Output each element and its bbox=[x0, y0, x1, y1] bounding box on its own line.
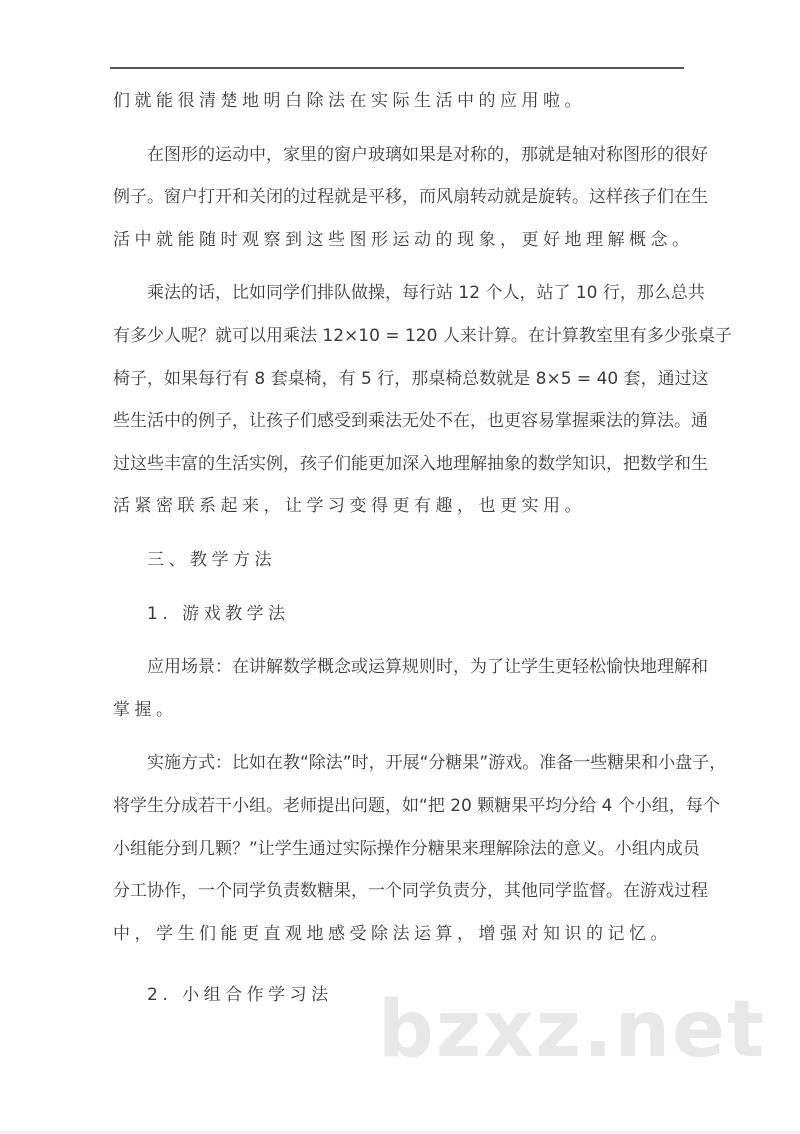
text-line: 将学生分成若干小组。老师提出问题，如“把 20 颗糖果平均分给 4 个小组，每个 bbox=[113, 795, 720, 816]
paragraph bbox=[113, 134, 708, 262]
text-line: 三、教学方法 bbox=[147, 549, 276, 570]
page-edge bbox=[0, 1130, 800, 1134]
text-line: 例子。窗户打开和关闭的过程就是平移，而风扇转动就是旋转。这样孩子们在生 bbox=[113, 187, 708, 208]
text-line: 椅子，如果每行有 8 套桌椅，有 5 行，那桌椅总数就是 8×5 = 40 套，通过这 bbox=[113, 368, 709, 389]
text-line: 些生活中的例子，让孩子们感受到乘法无处不在，也更容易掌握乘法的算法。通 bbox=[113, 411, 708, 432]
paragraph bbox=[113, 80, 685, 123]
paragraph bbox=[113, 742, 727, 955]
text-line: 实施方式：比如在教“除法”时，开展“分糖果”游戏。准备一些糖果和小盘子， bbox=[147, 753, 727, 774]
text-line: 2. 小组合作学习法 bbox=[147, 985, 333, 1006]
text-line: 分工协作，一个同学负责数糖果，一个同学负责分，其他同学监督。在游戏过程 bbox=[113, 881, 708, 902]
text-line: 过这些丰富的生活实例，孩子们能更加深入地理解抽象的数学知识，把数学和生 bbox=[113, 453, 708, 474]
document-body bbox=[113, 80, 732, 1017]
text-line: 乘法的话，比如同学们排队做操，每行站 12 个人，站了 10 行，那么总共 bbox=[147, 283, 705, 304]
paragraph bbox=[113, 539, 685, 582]
text-line: 中，学生们能更直观地感受除法运算，增强对知识的记忆。 bbox=[113, 923, 672, 944]
paragraph bbox=[113, 646, 708, 731]
text-line: 活中就能随时观察到这些图形运动的现象，更好地理解概念。 bbox=[113, 229, 694, 250]
text-line: 应用场景：在讲解数学概念或运算规则时，为了让学生更轻松愉快地理解和 bbox=[147, 657, 708, 678]
text-line: 们就能很清楚地明白除法在实际生活中的应用啦。 bbox=[113, 91, 586, 111]
text-line: 掌握。 bbox=[113, 699, 178, 720]
paragraph bbox=[113, 272, 732, 528]
text-line: 1. 游戏教学法 bbox=[147, 603, 290, 624]
text-line: 活紧密联系起来，让学习变得更有趣，也更实用。 bbox=[113, 496, 586, 517]
paragraph bbox=[113, 593, 685, 636]
text-line: 有多少人呢？就可以用乘法 12×10 = 120 人来计算。在计算教室里有多少张桌子 bbox=[113, 325, 732, 346]
watermark: bzxz.net bbox=[378, 985, 767, 1075]
text-line: 在图形的运动中，家里的窗户玻璃如果是对称的，那就是轴对称图形的很好 bbox=[147, 144, 708, 165]
header-rule bbox=[110, 67, 684, 69]
text-line: 小组能分到几颗？”让学生通过实际操作分糖果来理解除法的意义。小组内成员 bbox=[113, 838, 700, 859]
